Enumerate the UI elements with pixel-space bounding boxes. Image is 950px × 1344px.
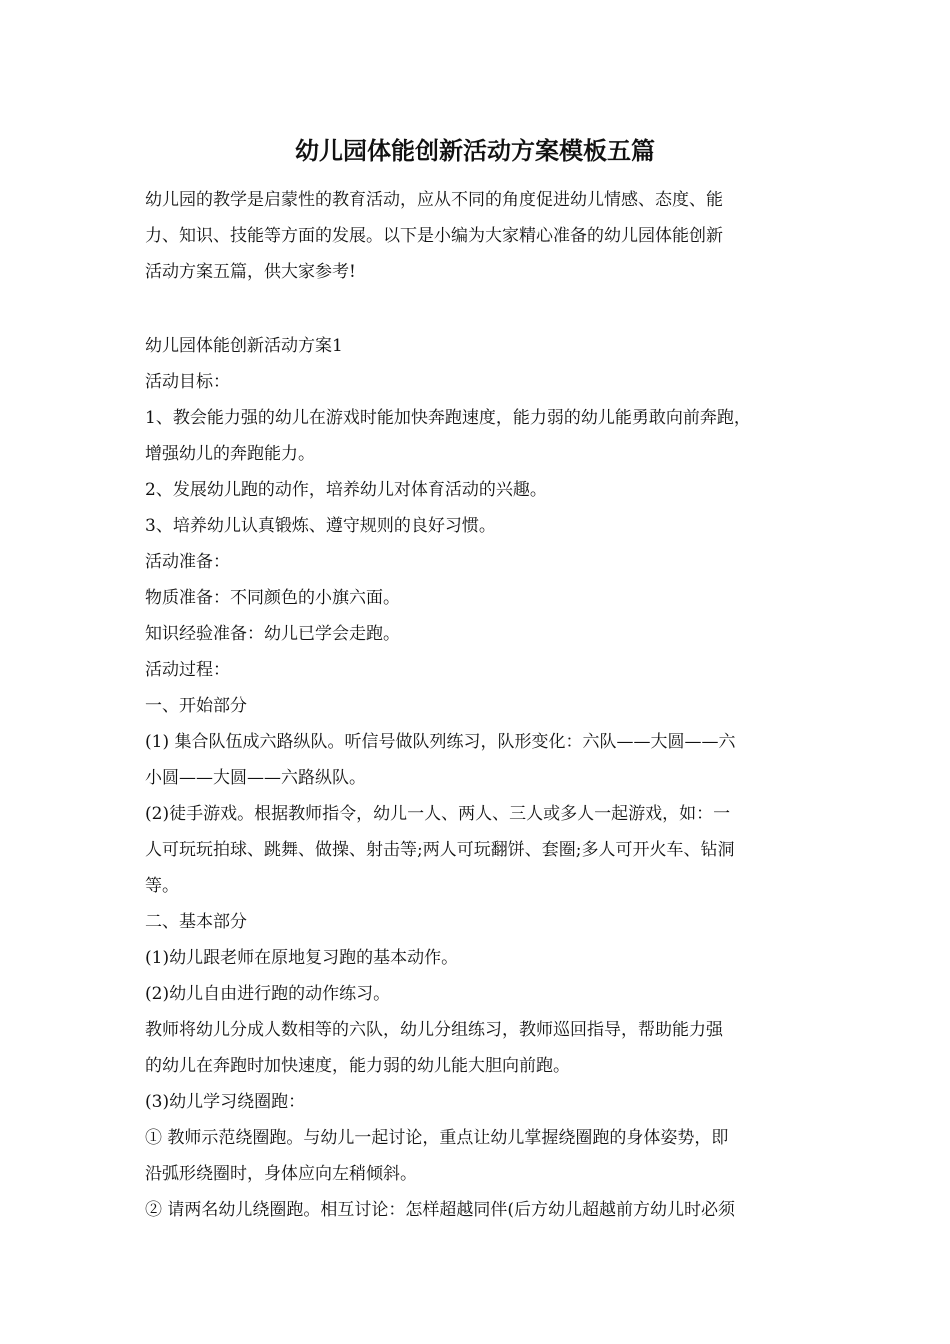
section-heading: 幼儿园体能创新活动方案1 xyxy=(145,336,343,356)
subheading: 活动过程： xyxy=(145,660,230,680)
text-line: 的幼儿在奔跑时加快速度，能力弱的幼儿能大胆向前跑。 xyxy=(145,1056,570,1076)
text-line: 小圆——大圆——六路纵队。 xyxy=(145,768,366,788)
text-line: (3)幼儿学习绕圈跑： xyxy=(145,1092,306,1112)
text-line: (1) 集合队伍成六路纵队。听信号做队列练习，队形变化：六队——大圆——六 xyxy=(145,732,736,752)
intro-line: 活动方案五篇，供大家参考! xyxy=(145,262,356,282)
text-line: 沿弧形绕圈时，身体应向左稍倾斜。 xyxy=(145,1164,417,1184)
intro-line: 力、知识、技能等方面的发展。以下是小编为大家精心准备的幼儿园体能创新 xyxy=(145,226,723,246)
text-line: (1)幼儿跟老师在原地复习跑的基本动作。 xyxy=(145,948,459,968)
text-line: 增强幼儿的奔跑能力。 xyxy=(145,444,315,464)
subheading: 活动目标： xyxy=(145,372,230,392)
text-line: 物质准备：不同颜色的小旗六面。 xyxy=(145,588,400,608)
text-line: 1、教会能力强的幼儿在游戏时能加快奔跑速度，能力弱的幼儿能勇敢向前奔跑， xyxy=(145,408,751,428)
subheading: 二、基本部分 xyxy=(145,912,247,932)
subheading: 一、开始部分 xyxy=(145,696,247,716)
subheading: 活动准备： xyxy=(145,552,230,572)
text-line: 知识经验准备：幼儿已学会走跑。 xyxy=(145,624,400,644)
document-body xyxy=(145,328,823,1228)
document-title: 幼儿园体能创新活动方案模板五篇 xyxy=(295,136,655,165)
text-line: 人可玩玩拍球、跳舞、做操、射击等;两人可玩翻饼、套圈;多人可开火车、钻洞 xyxy=(145,840,735,860)
text-line: (2)徒手游戏。根据教师指令，幼儿一人、两人、三人或多人一起游戏，如：一 xyxy=(145,804,731,824)
text-line: 3、培养幼儿认真锻炼、遵守规则的良好习惯。 xyxy=(145,516,496,536)
text-line: 教师将幼儿分成人数相等的六队，幼儿分组练习，教师巡回指导，帮助能力强 xyxy=(145,1020,723,1040)
intro-line: 幼儿园的教学是启蒙性的教育活动，应从不同的角度促进幼儿情感、态度、能 xyxy=(145,190,723,210)
text-line: 等。 xyxy=(145,876,179,896)
text-line: (2)幼儿自由进行跑的动作练习。 xyxy=(145,984,391,1004)
intro-paragraph xyxy=(145,182,815,290)
text-line: ② 请两名幼儿绕圈跑。相互讨论：怎样超越同伴(后方幼儿超越前方幼儿时必须 xyxy=(145,1200,736,1220)
text-line: ① 教师示范绕圈跑。与幼儿一起讨论，重点让幼儿掌握绕圈跑的身体姿势，即 xyxy=(145,1128,729,1148)
text-line: 2、发展幼儿跑的动作，培养幼儿对体育活动的兴趣。 xyxy=(145,480,547,500)
